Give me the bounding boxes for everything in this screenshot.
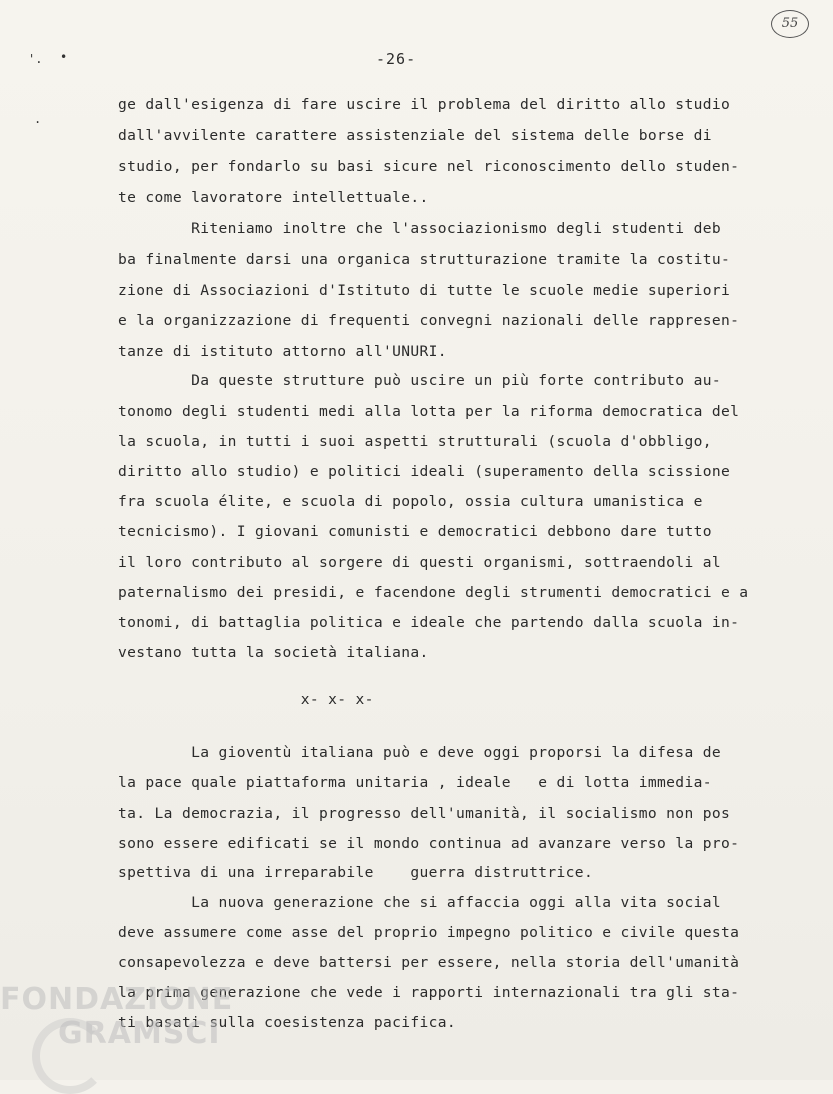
watermark-line2: GRAMSCI [58,1016,221,1051]
text-line: Da queste strutture può uscire un più forte contributo au- [118,372,721,389]
text-line: paternalismo dei presidi, e facendone degli strumenti democratici e a [118,584,749,601]
text-line: la prima generazione che vede i rapporti internazionali tra gli sta- [118,984,740,1001]
text-line: spettiva di una irreparabile guerra distruttrice. [118,864,594,881]
margin-mark: . [34,112,42,126]
text-line: La gioventù italiana può e deve oggi proporsi la difesa de [118,744,721,761]
text-line: ge dall'esigenza di fare uscire il problema del diritto allo studio [118,96,731,113]
text-line: zione di Associazioni d'Istituto di tutte le scuole medie superiori [118,282,731,299]
page-number: -26- [376,50,417,68]
text-line: e la organizzazione di frequenti convegni nazionali delle rappresen- [118,312,740,329]
text-line: ti basati sulla coesistenza pacifica. [118,1014,457,1031]
text-line: il loro contributo al sorgere di questi organismi, sottraendoli al [118,554,721,571]
section-separator: x- x- x- [118,691,374,708]
text-line: fra scuola élite, e scuola di popolo, ossia cultura umanistica e [118,493,703,510]
text-line: La nuova generazione che si affaccia oggi alla vita social [118,894,721,911]
text-line: tecnicismo). I giovani comunisti e democratici debbono dare tutto [118,523,712,540]
text-line: ta. La democrazia, il progresso dell'umanità, il socialismo non pos [118,805,731,822]
text-line: tonomi, di battaglia politica e ideale che partendo dalla scuola in- [118,614,740,631]
text-line: la pace quale piattaforma unitaria , ideale e di lotta immedia- [118,774,712,791]
text-line: ba finalmente darsi una organica strutturazione tramite la costitu- [118,251,731,268]
text-line: la scuola, in tutti i suoi aspetti strutturali (scuola d'obbligo, [118,433,712,450]
text-line: consapevolezza e deve battersi per essere, nella storia dell'umanità [118,954,740,971]
text-line: sono essere edificati se il mondo continua ad avanzare verso la pro- [118,835,740,852]
text-line: te come lavoratore intellettuale.. [118,189,429,206]
margin-mark: • [60,50,68,64]
text-line: tonomo degli studenti medi alla lotta per la riforma democratica del [118,403,740,420]
archive-number-stamp: 55 [771,10,809,38]
text-line: dall'avvilente carattere assistenziale del sistema delle borse di [118,127,712,144]
watermark-line1: FONDAZIONE [0,982,234,1017]
watermark [0,982,234,1051]
text-line: studio, per fondarlo su basi sicure nel riconoscimento dello studen- [118,158,740,175]
text-line: tanze di istituto attorno all'UNURI. [118,343,447,360]
text-line: Riteniamo inoltre che l'associazionismo degli studenti deb [118,220,721,237]
text-line: deve assumere come asse del proprio impegno politico e civile questa [118,924,740,941]
text-line: vestano tutta la società italiana. [118,644,429,661]
margin-mark: '. [28,52,43,66]
text-line: diritto allo studio) e politici ideali (superamento della scissione [118,463,731,480]
